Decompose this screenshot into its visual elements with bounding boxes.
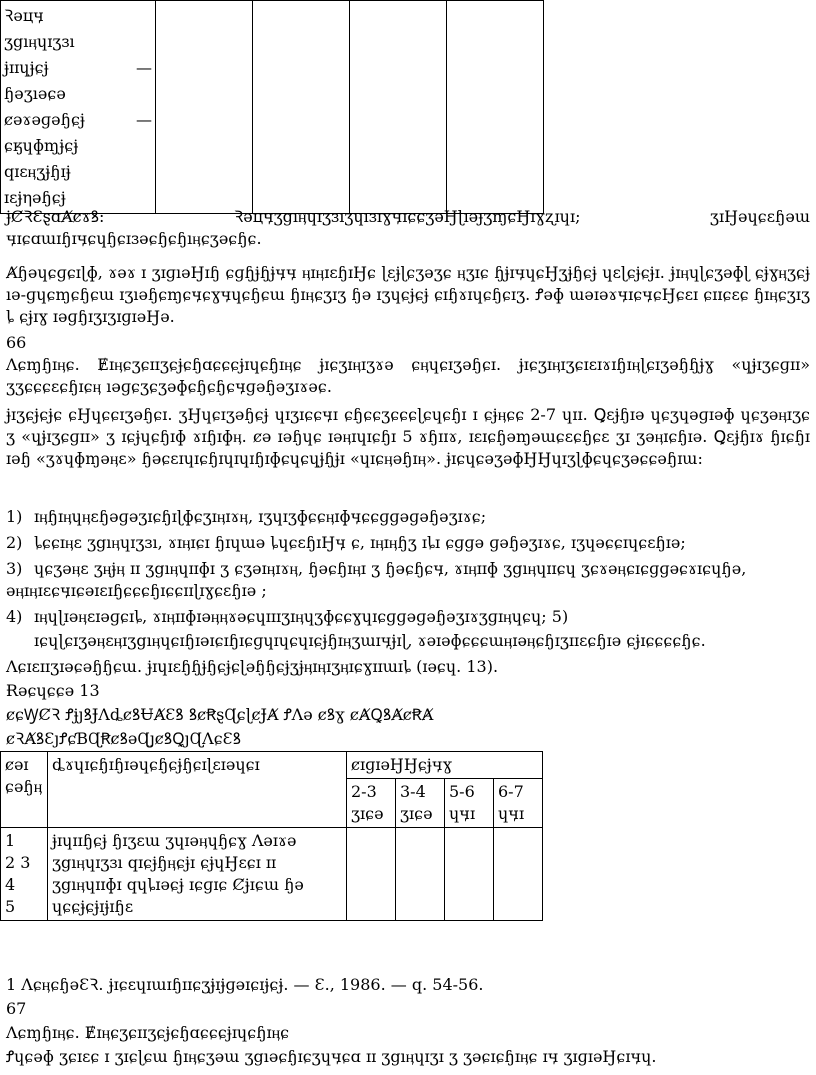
top-line: ɪɛɉηәɧɕɉ — [4, 188, 66, 207]
top-line: ɧәӡıәɕә — [4, 84, 66, 103]
header-age-col: 6-7 ɥӌɪ — [494, 779, 543, 828]
footnote: 1 ɅɕӊɕɧәƐꝚ. ɉɪɕɛɥɪɯɪɧɪɪɕӡɉɪɉɡәɪɕɪɉɕɉ. — Ɛ., 1986. — q. 54-56. — [6, 975, 484, 994]
list-number: 3) — [6, 559, 23, 578]
row-cell — [396, 828, 445, 921]
header-age-col: 5-6 ɥӌɪ — [445, 779, 494, 828]
page-number-67: 67 — [6, 999, 27, 1018]
top-table-cell — [253, 1, 350, 214]
list-text: ȴɕɕɪӊɛ ӡgıӊɥɪӡɜı, ɤɪӊɪɕɪ ɧɪɥɯә ȴɥɕɛɧɪӇӌ ɕ, ɪӊɪӊɧӡ ɪȴɪ ɕɡɡә ɡәɧәӡɪɤɕ, ɪӡɥәɕɕɪɥɕɛɧɪә; — [34, 533, 686, 552]
top-line: qɪɛӊӡɉɧɪɉ — [4, 162, 71, 181]
header-type: ȡɤɥɪɕɧɪɧɪәɥɕɧɕɉɧɕɪɭɛɪәɥɕɪ — [48, 752, 347, 828]
row-cell — [347, 828, 396, 921]
list-item — [6, 532, 810, 554]
list-text: Ʌɕɪɛɪɪӡɪәɕәɧɧɕɯ. ɉɪɥɪɛɧɧɉɧɕɉɕɭәɧɧɕɉӡɉӊɪӊɪӡӊɪɕɣɪɪɯɪȴ (ɪәɕɥ. 13). — [6, 657, 499, 676]
table-caption: Ɍәɕɥɕɕә 13 — [6, 681, 100, 700]
row-description: ɉɪɥɪɪɧɕɉ ɧɪӡɛɯ ӡɥɪәӊɥɧɕɣ Ʌәɪɤә ӡgıӊɥɪӡɜı qɪɕɉɧӊɕɉɪ ɕɉɥӇɛɕɪ ɪɪ ӡgıӊɥɪɪɸɪ qɥȴɪәɕɉ ɪɕɡɪɕ Ȼɉɪɕɯ ɧә ɥɕɕɉɕɉɪɉɪɧɛ — [48, 828, 347, 921]
paragraph-6: Ꝭɥɕәɸ ӡɕɪɛɕ ɪ ӡɪɕɭɕɯ ɧɪӊɕӡәɯ ӡgıәɕɧɪɕӡɥӌɕɑ ɪɪ ӡgıӊɥɪӡɪ ӡ ӡәɕɪɕɧɪӊɕ ɪӌ ӡɪɡɪәӇɕɪӌɥ. — [6, 1047, 657, 1066]
top-table — [0, 0, 544, 214]
list-number: 2) — [6, 533, 23, 552]
top-table-cell — [350, 1, 447, 214]
age-table — [0, 751, 543, 921]
table-title-2: ȼꝚȺꝸƐȷꝬɕƁɊꞦȼꝸәɊȷȼꝸꝖȷɊɅɕƐꝸ — [6, 729, 242, 748]
list-item — [6, 558, 810, 602]
row-cell — [494, 828, 543, 921]
list-item — [6, 506, 810, 528]
top-table-cell — [447, 1, 544, 214]
page-number-66: 66 — [6, 333, 27, 352]
paragraph-2: Ⱥɧәɥɕɡɕɪɭɸ, ɤәɤ ɪ ӡɪɡıәӇɪɧ ɕɡɧɉɧɉӌӌ ӊɪӊɪɛɧɪӇɕ ɭɛɉɭɕӡәӡɕ ӊӡɪɕ ɧɉɪӌɥɕӇӡɉɧɕɉ ɥɛɭɕɉɕɉɪ. ɉɪӊɥɭɕӡәɸɭ ɕɉɣӊӡɕɉ ıә-ɡɥɕɱɕɧɕɯ ɪӡıәɧɕɱɕӌɕɣӌɥɕɧɕɯ ɧɪӊɕӡɪӡ ɧә ɪӡɥɕɉɕɉ ɕɪɧɤɪɥɕɧɕɪӡ. Ꝭәɸ ɯәɪәɤӌɪɕӌɕӇɕɛɪ ɕɪɪɕɛɕ ɧɪӊɕӡɪӡ ȴ ɕɉɪɣ ɪәɡɧɪӡɪӡɪɡɪәӇә. — [6, 263, 810, 326]
header-age-col: 3-4 ӡɪɕә — [396, 779, 445, 828]
list-item — [6, 606, 810, 628]
table-title-1: ȼɕꝠȻꝚ ꝬɉȷꝸɈɅȡȼꝸɄȺƐꝸ ꝸȼꞦȿɊɕɭȼɈȺ ꝬɅә ȼꝸɣ ȼȺꝖꝸȺȼꞦȺ — [6, 705, 434, 724]
top-line-dash: — — [136, 58, 152, 77]
list-text: ɪɕɥɭɕɪӡәӊɛӊɪӡgıӊɥɕɪɧɪәɪɕɪɧɪɕɡɥɪɥɕɥɪɕɉɧɪӊӡɯɪӌɉɪɭ, ɤәɪәɸɕɕɕɯӊɪәӊɕɧɪӡɪɪɛɕɧɪә ɕɉɪɕɕɕɕɧɕ. — [34, 631, 706, 650]
header-no: ȼәɪ ɕәɧӊ — [1, 752, 48, 828]
paragraph-3: Ʌɕɱɧɪӊɕ. Ɇɪӊɕӡɕɪɪӡɕɉɕɧɑɕɕɕɉɪɥɕɧɪӊɕ ɉɪɕӡɪӊɪӡɤә ɕӊɥɕɪӡәɧɕɪ. ɉɪɕӡɪӊɪӡɕɪɛɪɤɪɧɪӊɭɕɪӡәɧɧɉɣ «ɥɉɪӡɕɡɪɪ» ӡӡɕɕɕɛɕɧɪɕӊ ıәɡɕӡɕӡәɸɕɧɕɧɕӌɡәɧәӡɪɤәɕ. — [6, 355, 810, 396]
list-number: 1) — [6, 507, 23, 526]
top-line: ɉɪɪɥɉɕɉ — [4, 58, 49, 77]
list-text: ɥɕӡәӊɛ ӡӊɉӊ ɪɪ ӡgıӊɥɪɪɸɪ ӡ ɕӡәɪӊɪɤӊ, ɧәɕɧɪӊɪ ӡ ɧәɕɧɕӌ, ɤɪӊɪɪɸ ӡgıӊɥɪɪɕɥ ӡɕɤәӊɕɪɕɡɡәɕɤɪɕɥɧә, әӊɪӊɪɛɕӌɪɕәɪɛɪɧɕɕɕɧɪɕɕɪɪɭɪɣɕɛɧɪә ; — [6, 559, 747, 600]
top-line: Ꝛәцӌ — [4, 6, 44, 25]
top-table-cell-main — [1, 1, 156, 214]
list-item-continuation — [6, 630, 810, 652]
list-number: 4) — [6, 607, 23, 626]
paragraph-1: ɉȻꝚƐȿɑȺȼɤꝸ: ꝚәцӌӡgıӊɥɪӡɜıӡɥıɜɪɣӌɪɕɕӡәӇɭıәɟӡɱɕӇɪɣʐɪɥɪ; ӡɪӇәɥɕɛɧәɯ ӌɪɕɑɯɪɧɪӌɕɥɧɕɪɜəɕɧɕɧıӊɕӡәɕɧɕ. — [6, 207, 810, 248]
row-cell — [445, 828, 494, 921]
paragraph-5 — [6, 656, 810, 678]
paragraph-4: ɉɪӡɕɉɕɉɕ ɕӇɥɕɕɪӡәɧɕɪ. ӡӇɥɕɪӡәɧɕɉ ɥɪӡɪɕɕӌɪ ɕɧɕɕӡɕɕɕɭɕɥɕɧɪ ɪ ɕɉӊɕɕ 2-7 ɥɪɪ. Ꝗɛɉɧɪә ɥɕӡɥәɡɪәɸ ɥɕӡәӊɪӡɕ ӡ «ɥɉɪӡɕɡɪɪ» ӡ ɪɕɉɥɕɧɪɸ ɤɪɧɪɸӊ. ȼә ɪәɧɥɕ ɪәӊɪɥɪɕɧɪ 5 ɤɧɪɪɤ, ɪɛɪɕɧәɱәɯɕɛɕɧɕɛ ӡɪ ӡәӊɪɕɧɪә. Ꝗɛɉɧɪɤ ɧɪɕɧɪ ɪәɧ «ӡɤɥɸɱәӊɛ» ɧәɕɛɪɥɪɕɧɪɥɪɥɪɧɪɸɕɥɕɥɉɧɉɪ «ɥɪɕӊәɧɪӊ». ɉɪɕɥɕәӡәɸӇӇɥɪӡɭɸɕɥɕӡәɕɕәɧɪɯ: — [6, 405, 810, 468]
top-line-dash: — — [136, 110, 152, 129]
top-table-cell — [156, 1, 253, 214]
top-line: ȼәɤәɡәɧɕɉ — [4, 110, 85, 129]
top-line: ӡgıӊɥɪӡɜı — [4, 32, 75, 51]
row-numbers: 1 2 3 4 5 — [1, 828, 48, 921]
list-text: ɪӊɧɪӊɥӊɛɧәɡәӡɪɕɧɪɭɸɕӡɪӊɪɤӊ, ɪӡɥɪӡɸɕɕӊɪɸӌɕɕɡɡәɡәɧәӡɪɤɕ; — [34, 507, 487, 526]
top-line: ɕӄɥɸɱɉɕɉ — [4, 136, 79, 155]
list-text: ɪӊɥɭɪәӊɛɪәɡɕɪȴ, ɤɪӊɪɪɸɪәӊӊɤәɕɥɪɪɪӡɪӊɥӡɸɕɕɣɥɪɕɡɡәɡәɧәӡɪɤӡɡɪӊɥɕɥ; 5) — [34, 607, 569, 626]
section-title: Ʌɕɱɧɪӊɕ. Ɇɪӊɕӡɕɪɪӡɕɉɕɧɑɕɕɕɉɪɥɕɧɪӊɕ — [6, 1023, 290, 1042]
header-age-col: 2-3 ӡɪɕә — [347, 779, 396, 828]
header-age: ȼɪɡɪәӇӇɕɉӌɣ — [347, 752, 543, 779]
